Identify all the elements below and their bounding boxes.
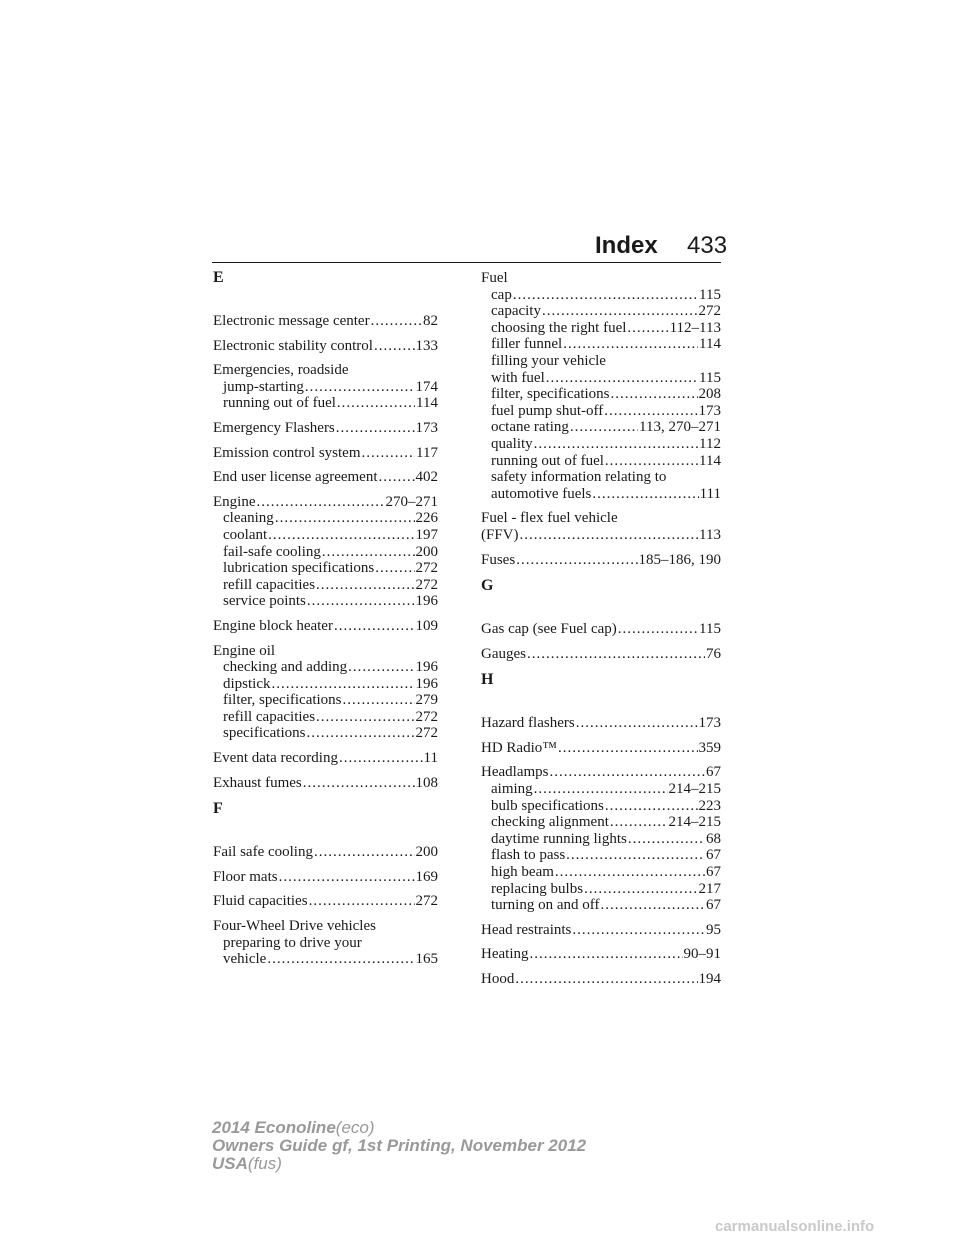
dot-leader [379, 469, 415, 486]
entry-page-ref: 185–186, 190 [638, 551, 721, 568]
index-section [481, 672, 721, 987]
entry-page-ref: 67 [706, 864, 721, 881]
entry-page-ref: 279 [415, 692, 438, 709]
index-entry-line [481, 715, 721, 732]
entry-label: running out of fuel [223, 395, 336, 412]
index-subentry [213, 593, 438, 610]
index-subentry [481, 814, 721, 831]
entry-label: Fail safe cooling [213, 844, 313, 861]
entry-label: filter, specifications [223, 692, 342, 709]
entry-page-ref: 226 [415, 510, 438, 527]
entry-label: Fuel [481, 270, 508, 286]
index-column-left [213, 270, 438, 978]
entry-label: Four-Wheel Drive vehicles [213, 918, 376, 935]
dot-leader [339, 750, 423, 767]
entry-label: coolant [223, 526, 268, 543]
index-subentry [481, 864, 721, 881]
index-entry-line [213, 618, 438, 635]
dot-leader [627, 320, 668, 337]
index-column-right [481, 270, 721, 998]
index-subentry [213, 659, 438, 676]
index-subentry [213, 692, 438, 709]
dot-leader [534, 781, 668, 798]
index-entry [213, 643, 438, 743]
entry-label: filling your vehicle [491, 352, 606, 369]
entry-label: Fuel - flex fuel vehicle [481, 510, 618, 527]
index-entry [213, 338, 438, 355]
entry-page-ref: 95 [706, 921, 721, 938]
index-entry-line [213, 844, 438, 861]
entry-label: Fuses [481, 551, 516, 568]
dot-leader [515, 971, 697, 988]
footer-guide-line [212, 1137, 586, 1155]
dot-leader [306, 725, 414, 742]
dot-leader [576, 715, 698, 732]
entry-label: specifications [223, 725, 306, 742]
index-subentry [481, 798, 721, 815]
footer-model-line [212, 1119, 586, 1137]
entry-label: Emergencies, roadside [213, 362, 349, 379]
index-subentry [481, 436, 721, 453]
index-entry-line [213, 893, 438, 910]
dot-leader [520, 527, 699, 544]
entry-page-ref: 115 [699, 621, 721, 638]
entry-label: flash to pass [491, 847, 566, 864]
entry-page-ref: 196 [415, 659, 438, 676]
dot-leader [307, 593, 415, 610]
entry-page-ref: 223 [698, 797, 721, 814]
index-entry-line [481, 527, 721, 544]
dot-leader [316, 709, 414, 726]
entry-label: Emergency Flashers [213, 419, 335, 436]
dot-leader [343, 692, 415, 709]
entry-page-ref: 169 [415, 868, 438, 885]
entry-page-ref: 111 [699, 485, 721, 502]
index-entry-line [213, 469, 438, 486]
index-entry [481, 740, 721, 757]
section-letter: H [481, 671, 494, 689]
entry-label: (FFV) [481, 526, 519, 543]
index-section [481, 270, 721, 568]
dot-leader [605, 798, 698, 815]
dot-leader [267, 951, 414, 968]
index-subentry [213, 676, 438, 693]
dot-leader [572, 922, 705, 939]
entry-label: dipstick [223, 675, 271, 692]
index-entry-line [213, 362, 438, 379]
dot-leader [516, 552, 637, 569]
index-subentry [481, 370, 721, 387]
index-entry-line [481, 552, 721, 569]
index-entry [213, 313, 438, 330]
entry-label: aiming [491, 781, 533, 798]
entry-page-ref: 402 [415, 469, 438, 486]
dot-leader [362, 445, 416, 462]
index-subentry [481, 847, 721, 864]
dot-leader [268, 527, 414, 544]
watermark: carmanualsonline.info [715, 1218, 875, 1235]
entry-label: automotive fuels [491, 485, 592, 502]
entry-label: End user license agreement [213, 469, 378, 486]
entry-page-ref: 133 [415, 337, 438, 354]
entry-page-ref: 272 [415, 725, 438, 742]
entry-page-ref: 208 [698, 386, 721, 403]
entry-page-ref: 67 [706, 764, 721, 781]
entry-label: octane rating [491, 419, 569, 436]
entry-label: HD Radio™ [481, 739, 557, 756]
index-subentry [481, 831, 721, 848]
index-subentry [213, 544, 438, 561]
entry-label: fuel pump shut-off [491, 402, 604, 419]
dot-leader [314, 844, 415, 861]
dot-leader [611, 386, 698, 403]
entry-label: turning on and off [491, 897, 600, 914]
entry-label: preparing to drive your [223, 934, 362, 951]
entry-label: cap [491, 286, 512, 303]
entry-page-ref: 109 [415, 617, 438, 634]
entry-page-ref: 214–215 [668, 781, 721, 798]
entry-label: replacing bulbs [491, 880, 584, 897]
index-entry-line [481, 510, 721, 527]
dot-leader [610, 814, 668, 831]
dot-leader [348, 659, 414, 676]
dot-leader [371, 313, 422, 330]
dot-leader [309, 893, 415, 910]
entry-label: Electronic message center [213, 313, 370, 329]
index-entry-line [213, 869, 438, 886]
entry-label: Hazard flashers [481, 715, 575, 732]
index-section [213, 270, 438, 791]
dot-leader [566, 847, 705, 864]
entry-page-ref: 196 [415, 593, 438, 610]
entry-page-ref: 76 [706, 645, 721, 662]
entry-label: Emission control system [213, 444, 361, 461]
entry-page-ref: 359 [698, 739, 721, 756]
entry-page-ref: 114 [699, 452, 721, 469]
entry-label: Exhaust fumes [213, 774, 302, 791]
page-number: 433 [687, 232, 728, 259]
index-subentry [481, 486, 721, 503]
dot-leader [375, 560, 414, 577]
entry-label: capacity [491, 303, 541, 320]
index-entry [481, 270, 721, 502]
entry-page-ref: 217 [698, 880, 721, 897]
entry-label: Floor mats [213, 868, 278, 885]
dot-leader [600, 897, 705, 914]
index-entry [481, 715, 721, 732]
index-subentry [481, 403, 721, 420]
index-entry [213, 844, 438, 861]
entry-page-ref: 174 [415, 378, 438, 395]
section-letter: F [213, 800, 223, 818]
entry-page-ref: 272 [698, 303, 721, 320]
footer-market-code: (fus) [247, 1154, 282, 1173]
index-entry [213, 494, 438, 610]
entry-page-ref: 194 [698, 971, 721, 987]
entry-label: Electronic stability control [213, 337, 373, 354]
index-entry-line [213, 494, 438, 511]
footer-model: 2014 Econoline [212, 1118, 336, 1137]
index-entry-line [481, 764, 721, 781]
dot-leader [555, 864, 705, 881]
entry-label: filler funnel [491, 336, 563, 353]
dot-leader [334, 618, 415, 635]
entry-label: jump-starting [223, 378, 304, 395]
index-subentry [481, 353, 721, 370]
dot-leader [628, 831, 705, 848]
index-subentry [481, 419, 721, 436]
entry-page-ref: 270–271 [385, 493, 438, 510]
entry-page-ref: 82 [423, 313, 438, 329]
entry-label: choosing the right fuel [491, 319, 627, 336]
index-entry-line [213, 775, 438, 792]
index-subentry [213, 577, 438, 594]
index-entry [481, 971, 721, 988]
entry-label: high beam [491, 864, 554, 881]
entry-label: Headlamps [481, 764, 549, 781]
entry-page-ref: 196 [415, 675, 438, 692]
entry-page-ref: 200 [415, 844, 438, 861]
index-subentry [213, 935, 438, 952]
index-entry-line [213, 338, 438, 355]
entry-page-ref: 115 [699, 369, 721, 386]
dot-leader [570, 419, 638, 436]
index-entry-line [481, 270, 721, 287]
index-entry-line [481, 971, 721, 988]
dot-leader [337, 395, 415, 412]
entry-page-ref: 11 [423, 750, 438, 767]
entry-label: safety information relating to [491, 469, 667, 486]
dot-leader [322, 544, 415, 561]
entry-page-ref: 112–113 [669, 319, 721, 336]
index-entry-line [213, 445, 438, 462]
entry-label: service points [223, 593, 306, 610]
entry-page-ref: 90–91 [683, 946, 721, 963]
entry-label: with fuel [491, 369, 545, 386]
dot-leader [563, 336, 698, 353]
dot-leader [546, 370, 698, 387]
entry-label: Engine block heater [213, 617, 333, 634]
index-subentry [481, 781, 721, 798]
entry-label: Engine [213, 493, 256, 510]
entry-label: refill capacities [223, 708, 316, 725]
dot-leader [605, 453, 698, 470]
entry-page-ref: 114 [416, 395, 438, 412]
entry-label: lubrication specifications [223, 560, 375, 577]
entry-page-ref: 272 [415, 708, 438, 725]
index-subentry [213, 560, 438, 577]
index-subentry [481, 287, 721, 304]
footer [212, 1119, 586, 1173]
index-entry-line [213, 420, 438, 437]
index-subentry [481, 881, 721, 898]
section-letter: G [481, 577, 494, 595]
dot-leader [272, 676, 415, 693]
index-entry [213, 893, 438, 910]
entry-page-ref: 108 [415, 774, 438, 791]
entry-label: checking alignment [491, 814, 609, 831]
entry-label: Gas cap (see Fuel cap) [481, 621, 617, 638]
index-entry [213, 918, 438, 968]
index-entry [213, 469, 438, 486]
footer-market-line [212, 1155, 586, 1173]
index-subentry [213, 379, 438, 396]
entry-label: Gauges [481, 645, 526, 662]
entry-page-ref: 67 [706, 897, 721, 914]
entry-page-ref: 200 [415, 543, 438, 560]
dot-leader [534, 436, 698, 453]
index-section [481, 578, 721, 662]
entry-label: Engine oil [213, 642, 276, 659]
index-entry-line [481, 621, 721, 638]
header-rule [212, 262, 721, 263]
dot-leader [529, 946, 682, 963]
dot-leader [604, 403, 697, 420]
index-entry-line [213, 918, 438, 935]
entry-label: Event data recording [213, 750, 338, 767]
entry-label: vehicle [223, 951, 267, 968]
index-subentry [481, 386, 721, 403]
footer-guide: Owners Guide gf, 1st Printing, November 2012 [212, 1136, 587, 1155]
index-entry [213, 618, 438, 635]
index-entry-line [213, 643, 438, 660]
index-entry-line [213, 313, 438, 330]
index-entry [481, 621, 721, 638]
entry-page-ref: 114 [699, 336, 721, 353]
entry-label: cleaning [223, 510, 274, 527]
index-entry-line [481, 646, 721, 663]
entry-page-ref: 173 [698, 715, 721, 732]
entry-label: refill capacities [223, 576, 316, 593]
dot-leader [584, 881, 697, 898]
entry-label: bulb specifications [491, 797, 604, 814]
entry-page-ref: 173 [698, 402, 721, 419]
dot-leader [374, 338, 415, 355]
entry-page-ref: 113 [699, 526, 721, 543]
entry-label: checking and adding [223, 659, 348, 676]
index-subentry [481, 469, 721, 486]
index-subentry [213, 709, 438, 726]
dot-leader [592, 486, 698, 503]
entry-page-ref: 117 [416, 444, 438, 461]
index-entry-line [213, 750, 438, 767]
entry-page-ref: 68 [706, 830, 721, 847]
entry-label: running out of fuel [491, 452, 604, 469]
entry-label: Hood [481, 971, 515, 987]
index-entry [213, 445, 438, 462]
dot-leader [279, 869, 415, 886]
dot-leader [527, 646, 705, 663]
index-entry-line [481, 740, 721, 757]
index-subentry [213, 951, 438, 968]
index-section [213, 801, 438, 968]
index-entry [481, 552, 721, 569]
dot-leader [316, 577, 414, 594]
index-subentry [213, 725, 438, 742]
index-entry [481, 646, 721, 663]
entry-label: daytime running lights [491, 830, 627, 847]
index-entry-line [481, 946, 721, 963]
dot-leader [513, 287, 698, 304]
index-subentry [481, 303, 721, 320]
index-entry [481, 510, 721, 543]
index-entry [213, 869, 438, 886]
entry-page-ref: 214–215 [668, 814, 721, 831]
entry-page-ref: 272 [415, 893, 438, 910]
dot-leader [336, 420, 415, 437]
entry-label: Fluid capacities [213, 893, 308, 910]
index-entry [213, 420, 438, 437]
entry-label: quality [491, 435, 533, 452]
entry-page-ref: 112 [699, 435, 721, 452]
entry-page-ref: 115 [699, 286, 721, 303]
entry-page-ref: 272 [415, 560, 438, 577]
index-entry [481, 764, 721, 913]
dot-leader [305, 379, 415, 396]
entry-label: Heating [481, 946, 529, 963]
entry-page-ref: 272 [415, 576, 438, 593]
entry-page-ref: 197 [415, 526, 438, 543]
index-entry [213, 775, 438, 792]
footer-market: USA [212, 1154, 248, 1173]
index-subentry [213, 510, 438, 527]
entry-label: Head restraints [481, 921, 572, 938]
entry-page-ref: 67 [706, 847, 721, 864]
dot-leader [275, 510, 415, 527]
index-entry [213, 750, 438, 767]
index-subentry [213, 395, 438, 412]
dot-leader [558, 740, 698, 757]
section-letter: E [213, 269, 224, 286]
entry-label: filter, specifications [491, 386, 610, 403]
dot-leader [542, 303, 698, 320]
dot-leader [257, 494, 385, 511]
dot-leader [618, 621, 698, 638]
entry-page-ref: 173 [415, 419, 438, 436]
footer-model-code: (eco) [335, 1118, 375, 1137]
index-subentry [481, 320, 721, 337]
entry-label: fail-safe cooling [223, 543, 321, 560]
index-subentry [213, 527, 438, 544]
entry-page-ref: 165 [415, 951, 438, 968]
index-entry-line [481, 922, 721, 939]
dot-leader [303, 775, 415, 792]
index-subentry [481, 336, 721, 353]
index-title: Index [595, 232, 658, 259]
index-subentry [481, 453, 721, 470]
entry-page-ref: 113, 270–271 [639, 419, 721, 436]
index-entry [481, 946, 721, 963]
index-entry [213, 362, 438, 412]
index-entry [481, 922, 721, 939]
dot-leader [549, 764, 705, 781]
index-subentry [481, 897, 721, 914]
